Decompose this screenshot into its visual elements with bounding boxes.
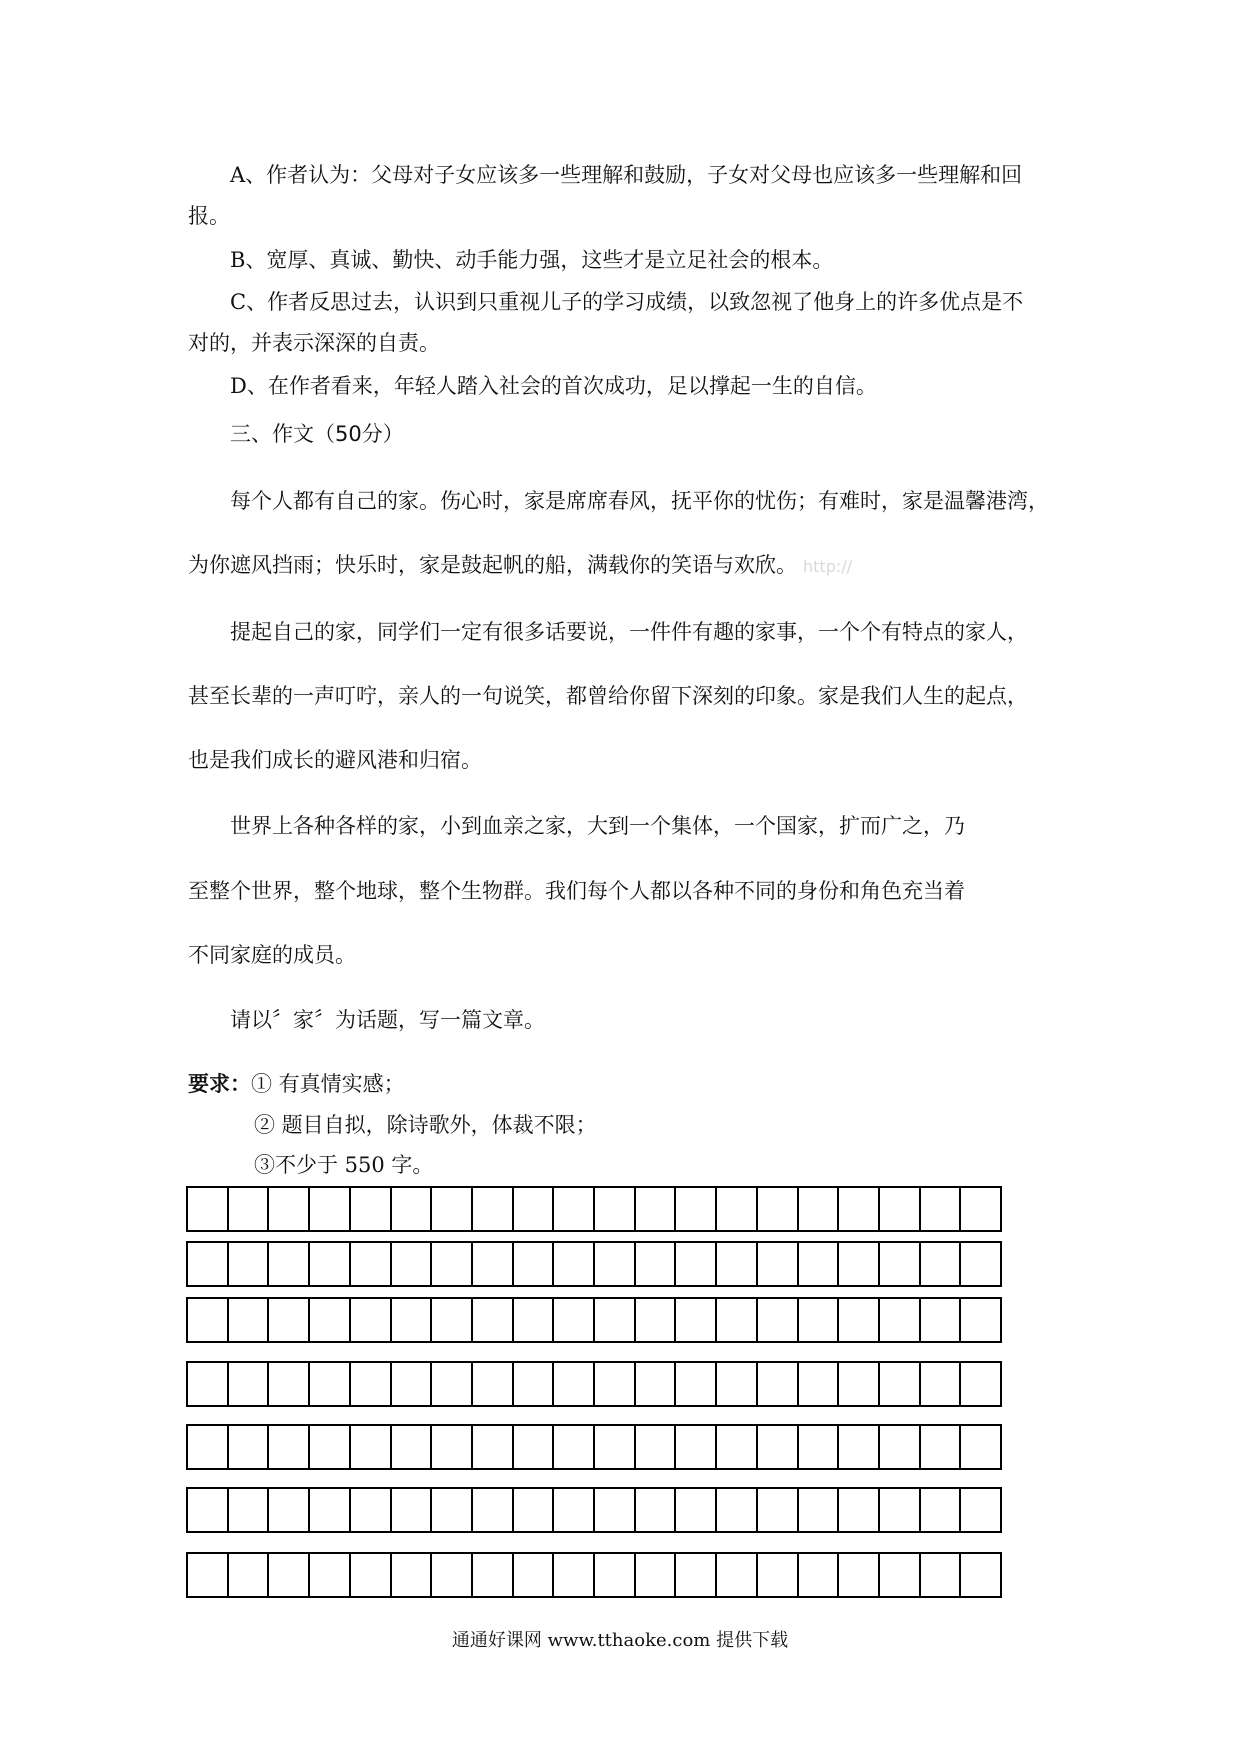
grid-cell (878, 1424, 921, 1470)
grid-cell (267, 1297, 310, 1343)
grid-cell (756, 1424, 799, 1470)
grid-cell (593, 1361, 636, 1407)
grid-cell (512, 1361, 555, 1407)
grid-cell (919, 1552, 962, 1598)
grid-cell (227, 1241, 270, 1287)
grid-cell (308, 1241, 351, 1287)
grid-cell (430, 1424, 473, 1470)
grid-cell (308, 1186, 351, 1232)
grid-cell (593, 1297, 636, 1343)
grid-cell (186, 1241, 229, 1287)
requirements-label: 要求： (188, 1071, 251, 1096)
option-b: B、宽厚、真诚、勤快、动手能力强，这些才是立足社会的根本。 (230, 248, 834, 272)
grid-row (186, 1241, 1002, 1287)
grid-row (186, 1552, 1002, 1598)
grid-cell (430, 1241, 473, 1287)
grid-cell (471, 1186, 514, 1232)
grid-cell (797, 1297, 840, 1343)
grid-cell (186, 1186, 229, 1232)
grid-cell (797, 1241, 840, 1287)
prompt-p3-line3: 不同家庭的成员。 (188, 943, 356, 967)
requirements-item3: ③不少于 550 字。 (254, 1153, 434, 1177)
grid-cell (837, 1552, 880, 1598)
grid-cell (959, 1186, 1002, 1232)
grid-cell (634, 1241, 677, 1287)
grid-cell (430, 1487, 473, 1533)
grid-cell (267, 1241, 310, 1287)
grid-cell (837, 1186, 880, 1232)
grid-cell (756, 1552, 799, 1598)
grid-cell (878, 1241, 921, 1287)
grid-cell (837, 1297, 880, 1343)
prompt-p1-line1: 每个人都有自己的家。伤心时，家是席席春风，抚平你的忧伤；有难时，家是温馨港湾， (230, 489, 1049, 513)
grid-cell (919, 1487, 962, 1533)
grid-cell (715, 1487, 758, 1533)
grid-cell (715, 1241, 758, 1287)
grid-cell (959, 1241, 1002, 1287)
grid-cell (430, 1297, 473, 1343)
grid-cell (349, 1361, 392, 1407)
option-c-line1: C、作者反思过去，认识到只重视儿子的学习成绩，以致忽视了他身上的许多优点是不 (230, 290, 1024, 314)
grid-cell (837, 1241, 880, 1287)
grid-cell (227, 1361, 270, 1407)
grid-row (186, 1487, 1002, 1533)
grid-cell (267, 1361, 310, 1407)
grid-cell (186, 1552, 229, 1598)
grid-cell (878, 1186, 921, 1232)
grid-cell (756, 1361, 799, 1407)
grid-cell (878, 1552, 921, 1598)
grid-cell (430, 1361, 473, 1407)
grid-cell (878, 1487, 921, 1533)
grid-cell (349, 1186, 392, 1232)
grid-cell (674, 1361, 717, 1407)
grid-cell (715, 1186, 758, 1232)
grid-cell (959, 1424, 1002, 1470)
grid-cell (919, 1241, 962, 1287)
prompt-p1-line2-text: 为你遮风挡雨；快乐时，家是鼓起帆的船，满载你的笑语与欢欣。 (188, 553, 797, 577)
grid-cell (390, 1487, 433, 1533)
grid-cell (471, 1361, 514, 1407)
prompt-p2-line2: 甚至长辈的一声叮咛，亲人的一句说笑，都曾给你留下深刻的印象。家是我们人生的起点， (188, 684, 1028, 708)
grid-cell (349, 1424, 392, 1470)
grid-cell (471, 1424, 514, 1470)
grid-cell (390, 1424, 433, 1470)
grid-cell (674, 1186, 717, 1232)
grid-cell (349, 1487, 392, 1533)
grid-cell (715, 1361, 758, 1407)
grid-cell (512, 1487, 555, 1533)
grid-cell (390, 1186, 433, 1232)
grid-cell (797, 1552, 840, 1598)
requirements-item1: ① 有真情实感； (251, 1072, 405, 1096)
grid-cell (512, 1186, 555, 1232)
grid-cell (593, 1241, 636, 1287)
grid-cell (349, 1241, 392, 1287)
grid-cell (512, 1297, 555, 1343)
prompt-p1-line2 (188, 550, 1068, 582)
grid-row (186, 1361, 1002, 1407)
grid-cell (227, 1297, 270, 1343)
grid-cell (837, 1424, 880, 1470)
grid-cell (227, 1487, 270, 1533)
watermark-text: http:// (803, 557, 853, 576)
grid-cell (430, 1186, 473, 1232)
prompt-p3-line1: 世界上各种各样的家，小到血亲之家，大到一个集体，一个国家，扩而广之，乃 (230, 814, 965, 838)
grid-cell (552, 1552, 595, 1598)
grid-cell (552, 1297, 595, 1343)
grid-cell (919, 1297, 962, 1343)
prompt-p2-line3: 也是我们成长的避风港和归宿。 (188, 748, 482, 772)
grid-cell (471, 1297, 514, 1343)
grid-cell (634, 1361, 677, 1407)
grid-cell (756, 1186, 799, 1232)
grid-cell (552, 1186, 595, 1232)
grid-cell (593, 1552, 636, 1598)
grid-cell (919, 1424, 962, 1470)
grid-cell (878, 1361, 921, 1407)
grid-row (186, 1297, 1002, 1343)
grid-cell (308, 1297, 351, 1343)
grid-cell (349, 1297, 392, 1343)
grid-cell (349, 1552, 392, 1598)
grid-cell (674, 1487, 717, 1533)
grid-cell (308, 1361, 351, 1407)
grid-cell (634, 1297, 677, 1343)
section-title: 三、作文（50分） (230, 422, 404, 446)
grid-cell (512, 1241, 555, 1287)
grid-cell (797, 1186, 840, 1232)
grid-cell (959, 1487, 1002, 1533)
grid-cell (308, 1487, 351, 1533)
grid-cell (797, 1487, 840, 1533)
grid-cell (837, 1361, 880, 1407)
grid-cell (593, 1186, 636, 1232)
grid-cell (390, 1297, 433, 1343)
grid-cell (674, 1552, 717, 1598)
prompt-p2-line1: 提起自己的家，同学们一定有很多话要说，一件件有趣的家事，一个个有特点的家人， (230, 620, 1028, 644)
grid-cell (674, 1297, 717, 1343)
grid-cell (634, 1424, 677, 1470)
grid-cell (634, 1552, 677, 1598)
grid-cell (797, 1361, 840, 1407)
grid-cell (715, 1424, 758, 1470)
option-d: D、在作者看来，年轻人踏入社会的首次成功，足以撑起一生的自信。 (230, 374, 877, 398)
grid-cell (186, 1487, 229, 1533)
grid-cell (552, 1241, 595, 1287)
grid-cell (186, 1361, 229, 1407)
grid-cell (552, 1361, 595, 1407)
requirements-item2: ② 题目自拟，除诗歌外，体裁不限； (254, 1113, 597, 1137)
grid-cell (959, 1361, 1002, 1407)
grid-cell (593, 1424, 636, 1470)
prompt-instruction: 请以〞家〞为话题，写一篇文章。 (230, 1008, 545, 1032)
grid-cell (919, 1361, 962, 1407)
grid-cell (471, 1241, 514, 1287)
grid-cell (390, 1241, 433, 1287)
grid-cell (512, 1424, 555, 1470)
grid-cell (715, 1552, 758, 1598)
grid-cell (552, 1487, 595, 1533)
grid-cell (674, 1241, 717, 1287)
grid-cell (593, 1487, 636, 1533)
grid-cell (390, 1361, 433, 1407)
grid-row (186, 1186, 1002, 1232)
grid-cell (308, 1552, 351, 1598)
grid-cell (634, 1186, 677, 1232)
grid-cell (308, 1424, 351, 1470)
grid-cell (267, 1487, 310, 1533)
grid-cell (186, 1424, 229, 1470)
prompt-p3-line2: 至整个世界，整个地球，整个生物群。我们每个人都以各种不同的身份和角色充当着 (188, 879, 965, 903)
grid-cell (756, 1487, 799, 1533)
grid-cell (227, 1424, 270, 1470)
page-footer: 通通好课网 www.tthaoke.com 提供下载 (451, 1630, 789, 1651)
grid-cell (959, 1552, 1002, 1598)
grid-cell (715, 1297, 758, 1343)
grid-cell (471, 1552, 514, 1598)
grid-cell (227, 1552, 270, 1598)
grid-cell (837, 1487, 880, 1533)
grid-cell (267, 1552, 310, 1598)
grid-cell (267, 1424, 310, 1470)
grid-cell (390, 1552, 433, 1598)
grid-cell (756, 1241, 799, 1287)
option-a-line2: 报。 (188, 204, 230, 228)
grid-cell (430, 1552, 473, 1598)
grid-row (186, 1424, 1002, 1470)
grid-cell (227, 1186, 270, 1232)
grid-cell (471, 1487, 514, 1533)
grid-cell (797, 1424, 840, 1470)
grid-cell (919, 1186, 962, 1232)
grid-cell (552, 1424, 595, 1470)
grid-cell (756, 1297, 799, 1343)
grid-cell (674, 1424, 717, 1470)
option-c-line2: 对的，并表示深深的自责。 (188, 331, 440, 355)
grid-cell (186, 1297, 229, 1343)
requirements-item1-row (188, 1069, 1068, 1099)
grid-cell (512, 1552, 555, 1598)
grid-cell (878, 1297, 921, 1343)
grid-cell (267, 1186, 310, 1232)
option-a-line1: A、作者认为：父母对子女应该多一些理解和鼓励，子女对父母也应该多一些理解和回 (230, 163, 1023, 187)
grid-cell (959, 1297, 1002, 1343)
grid-cell (634, 1487, 677, 1533)
